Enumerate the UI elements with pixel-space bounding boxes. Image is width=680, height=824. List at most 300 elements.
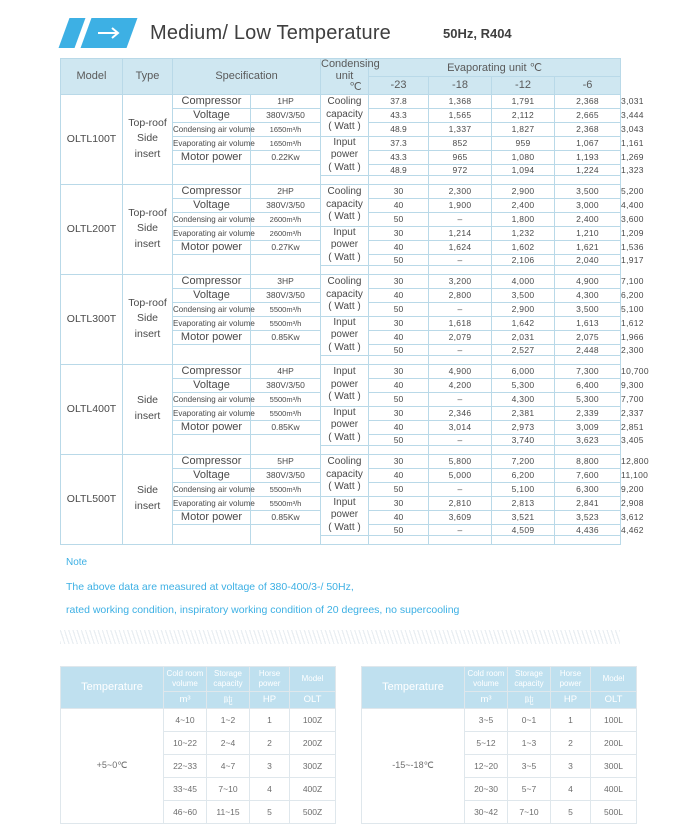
note-title: Note xyxy=(66,556,88,568)
cell-value: 5,300 xyxy=(492,378,555,392)
table-row xyxy=(61,708,336,731)
cell-value: 3,500 xyxy=(555,302,621,316)
cell-value: 1,624 xyxy=(429,240,492,254)
cell-value: 400Z xyxy=(290,777,336,800)
mini-header-unit: OLT xyxy=(591,691,637,708)
cell-condensing-temp: 30 xyxy=(369,226,429,240)
table-row: 48.9 972 1,094 1,224 1,323 xyxy=(61,164,621,175)
cell-spec-value: 4HP xyxy=(251,364,321,378)
table-row: Evaporating air volume 5500m³/h Input power ( Watt ) 30 1,618 1,642 1,613 1,612 xyxy=(61,316,621,330)
cell-condensing-temp: 40 xyxy=(369,378,429,392)
table-row: OLTL400T Side insert Compressor 4HP Input power ( Watt ) 30 4,900 6,000 7,300 10,700 xyxy=(61,364,621,378)
mini-header-label: Cold room volume xyxy=(465,666,508,691)
cell-value: 1,613 xyxy=(555,316,621,330)
table-row: 50 – 2,527 2,448 2,300 xyxy=(61,344,621,355)
cell-value: – xyxy=(429,302,492,316)
cell-value: 5,100 xyxy=(492,482,555,496)
cell-condensing-temp: 37.3 xyxy=(369,136,429,150)
cell-value: 3,521 xyxy=(492,510,555,524)
cell-value: 2,813 xyxy=(492,496,555,510)
mini-header-label: Horse power xyxy=(551,666,591,691)
spec-table-body xyxy=(61,94,649,544)
cell-cooling-capacity-label: Cooling capacity ( Watt ) xyxy=(321,94,369,136)
cell-value-empty xyxy=(555,535,621,544)
cell-value: 1~3 xyxy=(508,731,551,754)
table-row: Evaporating air volume 2600m³/h Input power ( Watt ) 30 1,214 1,232 1,210 1,209 xyxy=(61,226,621,240)
cell-spec-label: Motor power xyxy=(173,240,251,254)
col-header-evaporating-unit: Evaporating unit ℃ xyxy=(369,59,621,77)
cell-value: 33~45 xyxy=(164,777,207,800)
cell-value: 2,841 xyxy=(555,496,621,510)
cell-value: 1,094 xyxy=(492,164,555,175)
cell-group-label-empty xyxy=(321,445,369,454)
cell-value-empty xyxy=(429,445,492,454)
cell-type: Top-roof Side insert xyxy=(123,274,173,364)
cell-value-empty xyxy=(555,355,621,364)
cell-spec-value: 380V/3/50 xyxy=(251,108,321,122)
cell-value: – xyxy=(429,482,492,496)
cell-value: 5 xyxy=(250,800,290,823)
cell-value: 3 xyxy=(250,754,290,777)
cell-value: 965 xyxy=(429,150,492,164)
cell-value: 1,791 xyxy=(492,94,555,108)
selection-table-medium-body xyxy=(61,708,336,823)
table-row: Motor power 0.22Kw 43.3 965 1,080 1,193 1,269 xyxy=(61,150,621,164)
cell-spec-value: 2600m³/h xyxy=(251,212,321,226)
cell-value: 3,500 xyxy=(492,288,555,302)
cell-condensing-temp: 50 xyxy=(369,434,429,445)
cell-value: 1,565 xyxy=(429,108,492,122)
logo-mark xyxy=(62,18,134,48)
cell-value: 3,014 xyxy=(429,420,492,434)
cell-spec-label: Motor power xyxy=(173,150,251,164)
col-header-model: Model xyxy=(61,59,123,95)
cell-value-empty xyxy=(429,175,492,184)
cell-value: 3,740 xyxy=(492,434,555,445)
note-block xyxy=(0,545,680,616)
table-row: 50 – 3,740 3,623 3,405 xyxy=(61,434,621,445)
cell-value: 2,079 xyxy=(429,330,492,344)
table-row: Motor power 0.27Kw 40 1,624 1,602 1,621 1,536 xyxy=(61,240,621,254)
cell-value: 1,214 xyxy=(429,226,492,240)
cell-spec-label: Compressor xyxy=(173,454,251,468)
table-row: OLTL200T Top-roof Side insert Compressor 2HP Cooling capacity ( Watt ) 30 2,300 2,900 3,500 5,200 xyxy=(61,184,621,198)
mini-header-unit: m³ xyxy=(164,691,207,708)
cell-condensing-temp: 30 xyxy=(369,274,429,288)
page-header xyxy=(0,0,680,58)
cell-value: 1,621 xyxy=(555,240,621,254)
cell-value: 1 xyxy=(250,708,290,731)
cell-value: 2,346 xyxy=(429,406,492,420)
condensing-unit-label: Condensing unit xyxy=(321,58,380,82)
cell-model: OLTL300T xyxy=(61,274,123,364)
cell-temperature-range: -15~-18℃ xyxy=(362,708,465,823)
cell-input-power-label: Input power ( Watt ) xyxy=(321,406,369,445)
cell-value: 3 xyxy=(551,754,591,777)
table-row: Condensing air volume 5500m³/h 50 – 4,300 5,300 7,700 xyxy=(173,394,644,405)
mini-header-unit: m³ xyxy=(465,691,508,708)
cell-spec-label: Voltage xyxy=(173,378,251,392)
cell-spec-label: Compressor xyxy=(173,364,251,378)
mini-header-temperature: Temperature xyxy=(61,666,164,708)
cell-group-label-empty xyxy=(321,355,369,364)
cell-value: 0~1 xyxy=(508,708,551,731)
cell-spec-label: Condensing air volume xyxy=(173,122,251,136)
cell-value: 2,300 xyxy=(429,184,492,198)
selection-table-medium-head xyxy=(61,666,336,708)
cell-value: 10~22 xyxy=(164,731,207,754)
cell-condensing-temp: 40 xyxy=(369,420,429,434)
col-header-evap-t2: -18 xyxy=(429,76,492,94)
arrow-right-icon xyxy=(98,27,124,39)
cell-spec-label: Evaporating air volume xyxy=(173,316,251,330)
table-row: Voltage 380V/3/50 40 4,200 5,300 6,400 9,300 xyxy=(61,378,621,392)
cell-value: 100Z xyxy=(290,708,336,731)
cell-spec-label-empty xyxy=(173,254,251,274)
page-title: Medium/ Low Temperature xyxy=(150,21,392,44)
cell-spec-label: Voltage xyxy=(173,108,251,122)
table-row: Motor power 0.85Kw 40 2,079 2,031 2,075 1,966 xyxy=(61,330,621,344)
cell-condensing-temp: 50 xyxy=(369,482,429,496)
table-row: Voltage 380V/3/50 43.3 1,565 2,112 2,665 3,444 xyxy=(61,108,621,122)
cell-input-power-label: Input power ( Watt ) xyxy=(321,316,369,355)
cell-value: – xyxy=(429,254,492,265)
mini-header-temperature: Temperature xyxy=(362,666,465,708)
cell-value: 6,200 xyxy=(492,468,555,482)
cell-spec-label: Evaporating air volume xyxy=(173,406,251,420)
selection-table-medium xyxy=(60,666,336,824)
selection-tables-container xyxy=(0,644,680,824)
cell-condensing-temp: 43.3 xyxy=(369,150,429,164)
cell-value: 959 xyxy=(492,136,555,150)
cell-model: OLTL200T xyxy=(61,184,123,274)
cell-value: 3~5 xyxy=(508,754,551,777)
mini-header-unit: OLT xyxy=(290,691,336,708)
cell-condensing-temp: 50 xyxy=(369,392,429,406)
mini-header-unit: 吨 xyxy=(508,691,551,708)
cell-condensing-temp: 50 xyxy=(369,212,429,226)
cell-value-empty xyxy=(369,535,429,544)
cell-value: 300L xyxy=(591,754,637,777)
condensing-unit-degree: ℃ xyxy=(349,81,362,94)
cell-value: 7,600 xyxy=(555,468,621,482)
cell-value: 4,300 xyxy=(492,392,555,406)
col-header-evap-t4: -6 xyxy=(555,76,621,94)
cell-value: 30~42 xyxy=(465,800,508,823)
cell-spec-label: Motor power xyxy=(173,330,251,344)
cell-spec-label: Motor power xyxy=(173,420,251,434)
cell-value: 4,436 xyxy=(555,524,621,535)
cell-value: 3~5 xyxy=(465,708,508,731)
cell-spec-label: Evaporating air volume xyxy=(173,226,251,240)
hatched-divider xyxy=(60,630,620,644)
cell-value: 2 xyxy=(250,731,290,754)
cell-spec-value: 380V/3/50 xyxy=(251,468,321,482)
cell-value: 2,075 xyxy=(555,330,621,344)
cell-value: 2,368 xyxy=(555,122,621,136)
cell-value: 1,827 xyxy=(492,122,555,136)
cell-value: 22~33 xyxy=(164,754,207,777)
cell-spec-label: Compressor xyxy=(173,184,251,198)
cell-value: 2,112 xyxy=(492,108,555,122)
cell-value: 2,339 xyxy=(555,406,621,420)
mini-header-label: Cold room volume xyxy=(164,666,207,691)
cell-condensing-temp: 40 xyxy=(369,510,429,524)
cell-value: 1~2 xyxy=(207,708,250,731)
cell-condensing-temp: 50 xyxy=(369,254,429,265)
col-header-evap-t1: -23 xyxy=(369,76,429,94)
cell-spec-value: 0.85Kw xyxy=(251,420,321,434)
cell-value: 3,623 xyxy=(555,434,621,445)
table-row: Motor power 0.85Kw 40 3,609 3,521 3,523 3,612 xyxy=(61,510,621,524)
cell-spec-value: 2600m³/h xyxy=(251,226,321,240)
table-row: Condensing air volume 5500m³/h 50 – 5,100 6,300 9,200 xyxy=(173,484,644,495)
cell-value: 1 xyxy=(551,708,591,731)
cell-value: – xyxy=(429,212,492,226)
cell-value: 7~10 xyxy=(207,777,250,800)
cell-input-power-label: Input power ( Watt ) xyxy=(321,496,369,535)
cell-value: 1,642 xyxy=(492,316,555,330)
cell-spec-label: Motor power xyxy=(173,510,251,524)
cell-spec-value: 380V/3/50 xyxy=(251,288,321,302)
cell-value: 11~15 xyxy=(207,800,250,823)
cell-value-empty xyxy=(492,445,555,454)
cell-cooling-capacity-label: Input power ( Watt ) xyxy=(321,364,369,406)
cell-condensing-temp: 40 xyxy=(369,240,429,254)
cell-value: – xyxy=(429,392,492,406)
cell-spec-value: 1HP xyxy=(251,94,321,108)
cell-value: 4,000 xyxy=(492,274,555,288)
cell-spec-label: Condensing air volume xyxy=(173,302,251,316)
cell-value: 3,000 xyxy=(555,198,621,212)
cell-value: 100L xyxy=(591,708,637,731)
cell-condensing-temp: 30 xyxy=(369,184,429,198)
cell-spec-value: 3HP xyxy=(251,274,321,288)
cell-spec-value: 0.22Kw xyxy=(251,150,321,164)
cell-spec-label-empty xyxy=(173,524,251,544)
table-row: OLTL100T Top-roof Side insert Compressor 1HP Cooling capacity ( Watt ) 37.8 1,368 1,791 2,368 3,031 xyxy=(61,94,621,108)
cell-value: 7~10 xyxy=(508,800,551,823)
table-row: Evaporating air volume 5500m³/h Input power ( Watt ) 30 2,346 2,381 2,339 2,337 xyxy=(61,406,621,420)
cell-value: 2,973 xyxy=(492,420,555,434)
cell-value: 2,800 xyxy=(429,288,492,302)
cell-spec-label: Condensing air volume xyxy=(173,392,251,406)
cell-condensing-temp: 30 xyxy=(369,406,429,420)
cell-group-label-empty xyxy=(321,535,369,544)
cell-value-empty xyxy=(492,265,555,274)
cell-value: 3,500 xyxy=(555,184,621,198)
cell-spec-label: Voltage xyxy=(173,468,251,482)
table-row: Condensing air volume 5500m³/h 50 – 2,900 3,500 5,100 xyxy=(173,304,644,315)
cell-spec-value-empty xyxy=(251,254,321,274)
cell-condensing-temp: 30 xyxy=(369,454,429,468)
cell-value: 2 xyxy=(551,731,591,754)
cell-input-power-label: Input power ( Watt ) xyxy=(321,136,369,175)
cell-value: 300Z xyxy=(290,754,336,777)
cell-spec-label: Condensing air volume xyxy=(173,482,251,496)
cell-spec-value-empty xyxy=(251,524,321,544)
cell-condensing-temp: 30 xyxy=(369,316,429,330)
cell-value: 1,800 xyxy=(492,212,555,226)
mini-header-label: Horse power xyxy=(250,666,290,691)
cell-temperature-range: +5~0℃ xyxy=(61,708,164,823)
table-row: Voltage 380V/3/50 40 1,900 2,400 3,000 4,400 xyxy=(61,198,621,212)
cell-type: Side insert xyxy=(123,454,173,544)
cell-spec-label-empty xyxy=(173,164,251,184)
table-row: OLTL500T Side insert Compressor 5HP Cooling capacity ( Watt ) 30 5,800 7,200 8,800 12,800 xyxy=(61,454,621,468)
cell-condensing-temp: 40 xyxy=(369,330,429,344)
cell-value: 1,618 xyxy=(429,316,492,330)
table-row: Condensing air volume 1650m³/h 48.9 1,337 1,827 2,368 3,043 xyxy=(173,124,644,135)
cell-spec-value: 0.85Kw xyxy=(251,330,321,344)
cell-value-empty xyxy=(492,355,555,364)
cell-spec-value: 5500m³/h xyxy=(251,316,321,330)
spec-table-container xyxy=(0,58,680,545)
cell-value: 972 xyxy=(429,164,492,175)
cell-value: 852 xyxy=(429,136,492,150)
cell-value: 2,381 xyxy=(492,406,555,420)
cell-value-empty xyxy=(555,265,621,274)
cell-value: 1,900 xyxy=(429,198,492,212)
cell-value: 7,200 xyxy=(492,454,555,468)
cell-value: 1,232 xyxy=(492,226,555,240)
cell-value: – xyxy=(429,524,492,535)
page-subtitle: 50Hz, R404 xyxy=(443,25,512,41)
cell-value: 500L xyxy=(591,800,637,823)
cell-spec-value: 1650m³/h xyxy=(251,122,321,136)
cell-value: 4,300 xyxy=(555,288,621,302)
cell-value-empty xyxy=(369,355,429,364)
cell-value: 5 xyxy=(551,800,591,823)
mini-header-unit: HP xyxy=(551,691,591,708)
cell-value: 1,224 xyxy=(555,164,621,175)
cell-value: 46~60 xyxy=(164,800,207,823)
cell-model: OLTL100T xyxy=(61,94,123,184)
cell-spec-label-empty xyxy=(173,434,251,454)
cell-condensing-temp: 37.8 xyxy=(369,94,429,108)
cell-condensing-temp: 48.9 xyxy=(369,122,429,136)
cell-value: 1,193 xyxy=(555,150,621,164)
cell-value: 2,400 xyxy=(555,212,621,226)
table-row xyxy=(362,708,637,731)
cell-value: 7,300 xyxy=(555,364,621,378)
cell-spec-value: 2HP xyxy=(251,184,321,198)
col-header-type: Type xyxy=(123,59,173,95)
cell-value: 2,400 xyxy=(492,198,555,212)
cell-value: 12~20 xyxy=(465,754,508,777)
cell-spec-value: 5500m³/h xyxy=(251,392,321,406)
table-row: Evaporating air volume 5500m³/h Input power ( Watt ) 30 2,810 2,813 2,841 2,908 xyxy=(61,496,621,510)
table-row: 50 – 4,509 4,436 4,462 xyxy=(61,524,621,535)
cell-condensing-temp: 48.9 xyxy=(369,164,429,175)
mini-header-unit: HP xyxy=(250,691,290,708)
cell-value-empty xyxy=(492,535,555,544)
table-row: Condensing air volume 2600m³/h 50 – 1,800 2,400 3,600 xyxy=(173,214,644,225)
cell-value: 1,080 xyxy=(492,150,555,164)
col-header-evap-t3: -12 xyxy=(492,76,555,94)
note-line-1: The above data are measured at voltage of 380-400/3-/ 50Hz, xyxy=(66,580,354,593)
cell-model: OLTL400T xyxy=(61,364,123,454)
cell-value-empty xyxy=(429,265,492,274)
cell-spec-label: Voltage xyxy=(173,198,251,212)
cell-value: 1,337 xyxy=(429,122,492,136)
cell-value: 400L xyxy=(591,777,637,800)
mini-header-label: Model xyxy=(591,666,637,691)
cell-value: 200Z xyxy=(290,731,336,754)
cell-value: 6,000 xyxy=(492,364,555,378)
cell-spec-label: Evaporating air volume xyxy=(173,136,251,150)
cell-spec-label: Voltage xyxy=(173,288,251,302)
cell-condensing-temp: 40 xyxy=(369,468,429,482)
cell-condensing-temp: 40 xyxy=(369,288,429,302)
cell-value: 8,800 xyxy=(555,454,621,468)
cell-value: 4~10 xyxy=(164,708,207,731)
cell-spec-value: 380V/3/50 xyxy=(251,378,321,392)
cell-spec-label: Evaporating air volume xyxy=(173,496,251,510)
cell-value-empty xyxy=(429,355,492,364)
cell-condensing-temp: 43.3 xyxy=(369,108,429,122)
cell-value: 2~4 xyxy=(207,731,250,754)
cell-value-empty xyxy=(369,445,429,454)
cell-cooling-capacity-label: Cooling capacity ( Watt ) xyxy=(321,274,369,316)
cell-spec-value: 5500m³/h xyxy=(251,302,321,316)
cell-value-empty xyxy=(369,175,429,184)
cell-value: 5~7 xyxy=(508,777,551,800)
cell-value: 3,523 xyxy=(555,510,621,524)
cell-value: 4 xyxy=(551,777,591,800)
table-row: OLTL300T Top-roof Side insert Compressor 3HP Cooling capacity ( Watt ) 30 3,200 4,000 4,900 7,100 xyxy=(61,274,621,288)
table-row: 50 – 2,106 2,040 1,917 xyxy=(61,254,621,265)
cell-value: – xyxy=(429,434,492,445)
col-header-condensing-unit xyxy=(321,58,380,95)
cell-value: 2,665 xyxy=(555,108,621,122)
cell-spec-value-empty xyxy=(251,164,321,184)
spec-table-head xyxy=(61,59,621,95)
table-row: Motor power 0.85Kw 40 3,014 2,973 3,009 2,851 xyxy=(61,420,621,434)
cell-group-label-empty xyxy=(321,175,369,184)
cell-value: 1,368 xyxy=(429,94,492,108)
cell-value: 2,900 xyxy=(492,184,555,198)
cell-spec-value: 5500m³/h xyxy=(251,496,321,510)
cell-value: 6,400 xyxy=(555,378,621,392)
cell-spec-value: 5500m³/h xyxy=(251,406,321,420)
mini-header-unit: 吨 xyxy=(207,691,250,708)
cell-value: 2,031 xyxy=(492,330,555,344)
cell-value: 20~30 xyxy=(465,777,508,800)
cell-type: Side insert xyxy=(123,364,173,454)
cell-value: 4~7 xyxy=(207,754,250,777)
cell-value: 2,106 xyxy=(492,254,555,265)
cell-value: 5~12 xyxy=(465,731,508,754)
specification-table xyxy=(60,58,649,545)
cell-condensing-temp: 50 xyxy=(369,524,429,535)
cell-value: 2,527 xyxy=(492,344,555,355)
cell-condensing-temp: 30 xyxy=(369,364,429,378)
cell-value: 2,040 xyxy=(555,254,621,265)
mini-header-label: Storage capacity xyxy=(207,666,250,691)
cell-value: 4,900 xyxy=(429,364,492,378)
cell-spec-label: Compressor xyxy=(173,274,251,288)
cell-spec-value: 380V/3/50 xyxy=(251,198,321,212)
cell-condensing-temp: 40 xyxy=(369,198,429,212)
col-header-specification: Specification xyxy=(173,59,321,95)
note-line-2: rated working condition, inspiratory working condition of 20 degrees, no supercooling xyxy=(66,603,460,616)
cell-spec-label-empty xyxy=(173,344,251,364)
cell-value: 2,810 xyxy=(429,496,492,510)
cell-spec-value: 0.85Kw xyxy=(251,510,321,524)
table-row: Evaporating air volume 1650m³/h Input power ( Watt ) 37.3 852 959 1,067 1,161 xyxy=(61,136,621,150)
cell-value-empty xyxy=(429,535,492,544)
